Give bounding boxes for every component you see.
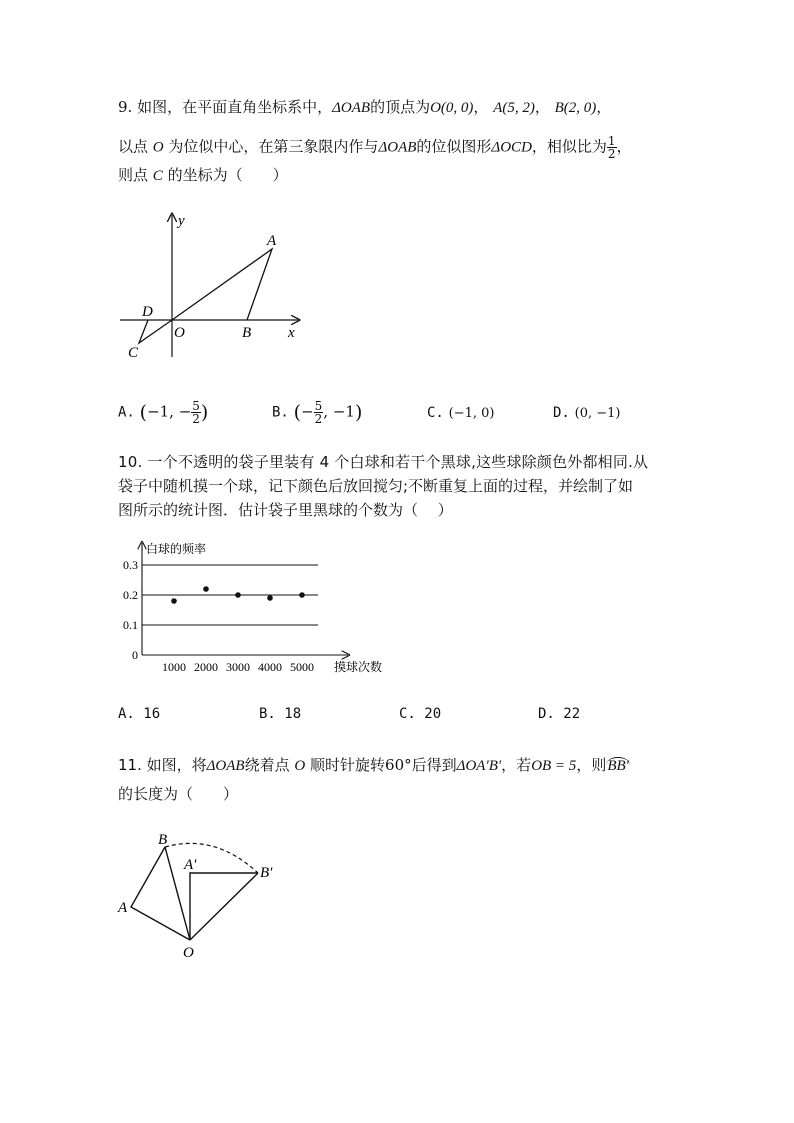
q9-triangle-ocd-shape	[139, 320, 172, 343]
q9-triangle-ocd: ΔOCD	[491, 139, 532, 156]
q9-text-2d: ，相似比为	[531, 137, 607, 156]
q9-fig-label-x: x	[288, 325, 295, 341]
q10-option-d[interactable]: D. 22	[538, 706, 581, 722]
q10-frequency-chart	[112, 537, 412, 685]
q11-arc-bbp: BB′	[607, 758, 629, 774]
q9-center-o: O	[152, 139, 164, 156]
chart-data-point	[235, 592, 241, 598]
q9-text-3a: 则点	[118, 166, 149, 184]
q9-point-b: B(2, 0)	[554, 100, 597, 116]
q9-fig-label-c: C	[128, 345, 139, 361]
q11-text-1e: ，若	[501, 756, 532, 774]
q10-option-c[interactable]: C. 20	[399, 706, 442, 722]
q11-text-1c: 顺时针旋转	[310, 756, 386, 774]
q9-triangle-oab: ΔOAB	[332, 100, 371, 116]
q11-fig-label-ap: A′	[184, 857, 197, 873]
q9-option-c[interactable]	[427, 403, 494, 421]
chart-y-tick-label: 0	[132, 648, 138, 662]
chart-x-tick-label: 3000	[226, 660, 250, 674]
q11-condition: OB = 5	[531, 758, 577, 774]
q9-option-a-fraction: $\frac{5}{2}$	[192, 399, 200, 426]
q9-fig-label-o: O	[174, 325, 185, 341]
q11-triangle-oapbp: ΔOA′B′	[456, 758, 502, 774]
chart-y-tick-label: 0.2	[123, 588, 138, 602]
q9-option-c-label: C.	[427, 405, 444, 421]
q9-text-3b: 的坐标为（ ）	[167, 166, 288, 184]
q9-option-c-value: (−1, 0)	[448, 406, 495, 421]
q11-text-1a: 11. 如图，将	[118, 756, 207, 774]
q11-line2: 的长度为（ ）	[118, 785, 239, 803]
q9-option-b-pre: −	[301, 402, 314, 421]
chart-y-tick-label: 0.3	[123, 558, 138, 572]
q9-text-2a: 以点	[118, 137, 149, 156]
q9-option-b[interactable]: B. (− $\frac{5}{2}$ , −1)	[272, 399, 363, 426]
q10-option-b[interactable]: B. 18	[259, 706, 302, 722]
q9-option-b-fraction: $\frac{5}{2}$	[314, 399, 323, 426]
q11-point-o: O	[294, 758, 306, 774]
q11-text-1b: 绕着点	[244, 756, 290, 774]
q9-number: 9.	[118, 98, 133, 116]
chart-x-axis-label: 摸球次数	[334, 660, 383, 674]
q9-point-o: O(0, 0)	[430, 100, 474, 116]
q9-text-1b: 的顶点为	[370, 98, 431, 116]
chart-data-point	[299, 592, 305, 598]
q11-rotation-figure	[110, 825, 290, 965]
q9-option-b-post: , −1	[323, 402, 355, 421]
q9-fig-label-b: B	[242, 325, 252, 341]
q9-coordinate-figure	[110, 205, 310, 370]
q9-option-a-pre: −1, −	[147, 402, 192, 421]
q9-option-d[interactable]	[553, 403, 620, 421]
q9-triangle-oab-2: ΔOAB	[378, 139, 417, 156]
q11-arc-bbp-shape	[165, 843, 258, 873]
q9-text-1a: 如图，在平面直角坐标系中，	[137, 98, 333, 116]
q10-line3: 图所示的统计图．估计袋子里黑球的个数为（ ）	[118, 501, 453, 519]
q9-line2: 以点 O 为位似中心，在第三象限内作与ΔOAB的位似图形ΔOCD，相似比为 $\frac{1}{2}$ ，	[118, 134, 632, 161]
q10-line2: 袋子中随机摸一个球，记下颜色后放回搅匀;不断重复上面的过程，并绘制了如	[118, 477, 634, 495]
chart-data-point	[203, 586, 209, 592]
q9-option-d-label: D.	[553, 405, 570, 421]
q9-text-2c: 的位似图形	[416, 137, 492, 156]
q9-option-a[interactable]: A. (−1, − $\frac{5}{2}$ )	[118, 399, 209, 426]
chart-x-tick-label: 4000	[258, 660, 282, 674]
q9-option-a-label: A.	[118, 404, 135, 421]
q9-triangle-oab-shape	[172, 249, 272, 320]
chart-x-tick-label: 1000	[162, 660, 186, 674]
q11-fig-label-o: O	[183, 945, 194, 961]
q11-fig-label-a: A	[118, 900, 128, 916]
chart-y-axis-label: 白球的频率	[146, 542, 207, 556]
chart-x-tick-label: 5000	[290, 660, 314, 674]
q11-triangle-oab-shape	[131, 847, 190, 940]
q9-text-2b: 为位似中心，在第三象限内作与	[168, 137, 379, 156]
chart-x-tick-label: 2000	[194, 660, 218, 674]
chart-y-tick-label: 0.1	[123, 618, 138, 632]
q11-fig-label-bp: B′	[260, 865, 273, 881]
q11-line1	[118, 754, 630, 775]
q9-fig-label-y: y	[178, 213, 185, 229]
q11-segment-obp	[190, 873, 258, 940]
chart-data-point	[171, 598, 177, 604]
q11-angle: 60°	[385, 756, 412, 774]
q9-line3	[118, 164, 288, 185]
q9-option-b-label: B.	[272, 404, 289, 421]
q10-line1: 10. 一个不透明的袋子里装有 4 个白球和若干个黑球,这些球除颜色外都相同.从	[118, 453, 649, 471]
q9-point-a: A(5, 2)	[493, 100, 535, 116]
q11-text-1d: 后得到	[411, 756, 457, 774]
q9-line1: 9. 如图，在平面直角坐标系中，ΔOAB的顶点为O(0, 0)， A(5, 2)， B(2, 0)，	[118, 98, 612, 116]
q9-fig-label-a: A	[267, 233, 277, 249]
q11-fig-label-b: B	[158, 832, 168, 848]
q11-triangle-oab: ΔOAB	[206, 758, 245, 774]
q9-point-c-label: C	[152, 168, 163, 184]
q9-option-d-value: (0, −1)	[574, 406, 621, 421]
chart-data-point	[267, 595, 273, 601]
q9-ratio-fraction: $\frac{1}{2}$	[607, 134, 616, 161]
q11-text-1f: ，则	[576, 756, 607, 774]
q10-option-a[interactable]: A. 16	[118, 706, 161, 722]
q9-fig-label-d: D	[142, 304, 153, 320]
